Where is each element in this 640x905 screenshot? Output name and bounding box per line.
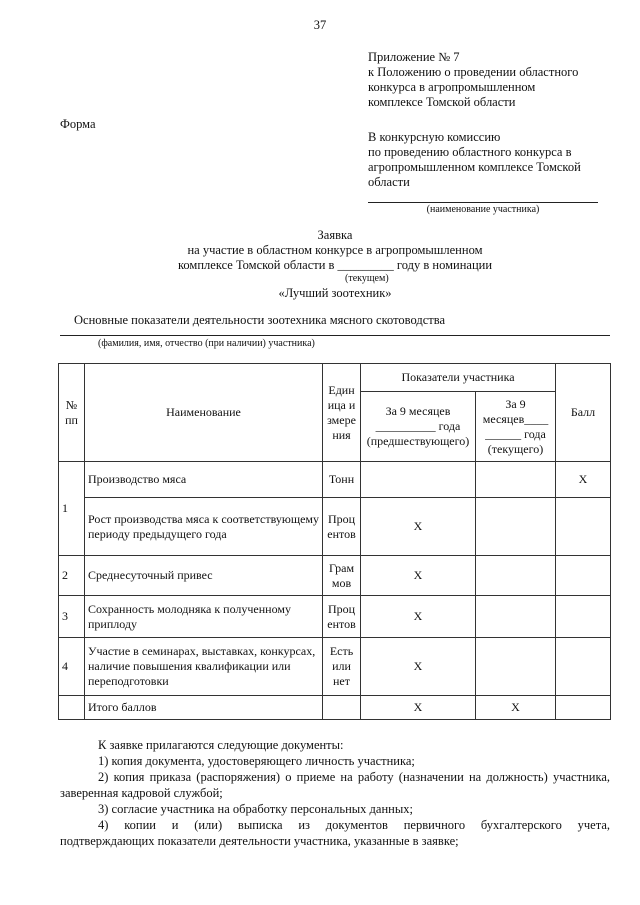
row-score xyxy=(556,696,611,720)
row-name: Производство мяса xyxy=(85,462,323,498)
row-name: Участие в семинарах, выставках, конкурсах, наличие повышения квалификации или переподготовки xyxy=(85,638,323,696)
table-row xyxy=(59,462,611,498)
document-item: 4) копии и (или) выписка из документов первичного бухгалтерского учета, xyxy=(98,818,610,832)
row-name: Сохранность молодняка к полученному приплоду xyxy=(85,596,323,638)
row-unit: Процентов xyxy=(323,596,361,638)
attached-documents xyxy=(60,737,610,849)
row-score xyxy=(556,638,611,696)
row-unit: Есть или нет xyxy=(323,638,361,696)
appendix-line: конкурса в агропромышленном xyxy=(368,80,536,94)
fullname-caption: (фамилия, имя, отчество (при наличии) участника) xyxy=(98,338,315,349)
addressee-line: по проведению областного конкурса в xyxy=(368,145,572,159)
row-prev: X xyxy=(361,638,476,696)
row-curr xyxy=(476,596,556,638)
row-curr xyxy=(476,498,556,556)
appendix-block xyxy=(368,50,628,110)
title-line: Заявка xyxy=(317,228,353,242)
table-row xyxy=(59,596,611,638)
addressee-line: агропромышленном комплексе Томской xyxy=(368,160,581,174)
document-item: 1) копия документа, удостоверяющего личность участника; xyxy=(98,754,415,768)
document-item: 3) согласие участника на обработку персональных данных; xyxy=(98,802,413,816)
subtitle: Основные показатели деятельности зоотехника мясного скотоводства xyxy=(74,313,446,327)
header-indicators: Показатели участника xyxy=(361,364,556,392)
header-unit: Единица измерения xyxy=(323,364,361,462)
table-row xyxy=(59,638,611,696)
row-num: 4 xyxy=(59,638,85,696)
table-row xyxy=(59,498,611,556)
table-row xyxy=(59,556,611,596)
row-prev: X xyxy=(361,498,476,556)
row-score: X xyxy=(556,462,611,498)
title-line: на участие в областном конкурсе в агропромышленном xyxy=(187,243,483,257)
header-score: Балл xyxy=(556,364,611,462)
addressee-block xyxy=(368,130,628,190)
appendix-line: к Положению о проведении областного xyxy=(368,65,579,79)
row-curr xyxy=(476,638,556,696)
indicators-table xyxy=(58,363,611,720)
row-num: 1 xyxy=(59,462,85,556)
header-num: № пп xyxy=(59,364,85,462)
document-item-continuation: заверенная кадровой службой; xyxy=(60,786,223,800)
nomination: «Лучший зоотехник» xyxy=(278,286,392,300)
table-header-row xyxy=(59,364,611,392)
document-item-continuation: подтверждающих показатели деятельности участника, указанные в заявке; xyxy=(60,834,459,848)
row-score xyxy=(556,556,611,596)
row-curr xyxy=(476,462,556,498)
title-line: комплексе Томской области в _________ году в номинации xyxy=(177,258,493,272)
row-prev: X xyxy=(361,556,476,596)
header-prev-period: За 9 месяцев __________ года (предшествующего) xyxy=(361,392,476,462)
table-total-row xyxy=(59,696,611,720)
row-prev: X xyxy=(361,596,476,638)
participant-caption: (наименование участника) xyxy=(426,204,540,215)
participant-name-line xyxy=(368,202,598,203)
appendix-line: Приложение № 7 xyxy=(368,50,460,64)
row-curr xyxy=(476,556,556,596)
current-year-caption: (текущем) xyxy=(345,273,389,284)
page-number: 37 xyxy=(313,18,327,32)
row-num: 2 xyxy=(59,556,85,596)
row-num: 3 xyxy=(59,596,85,638)
row-num xyxy=(59,696,85,720)
row-score xyxy=(556,596,611,638)
appendix-line: комплексе Томской области xyxy=(368,95,516,109)
header-name: Наименование xyxy=(85,364,323,462)
row-prev: X xyxy=(361,696,476,720)
fullname-line xyxy=(60,335,610,336)
row-unit: Граммов xyxy=(323,556,361,596)
row-name: Рост производства мяса к соответствующему периоду предыдущего года xyxy=(85,498,323,556)
addressee-line: В конкурсную комиссию xyxy=(368,130,501,144)
document-item: 2) копия приказа (распоряжения) о приеме на работу (назначении на должность) участника, xyxy=(98,770,610,784)
application-title xyxy=(60,228,610,273)
documents-intro: К заявке прилагаются следующие документы: xyxy=(98,738,344,752)
row-unit: Тонн xyxy=(323,462,361,498)
row-unit xyxy=(323,696,361,720)
row-curr: X xyxy=(476,696,556,720)
row-prev xyxy=(361,462,476,498)
row-name: Среднесуточный привес xyxy=(85,556,323,596)
row-score xyxy=(556,498,611,556)
row-name: Итого баллов xyxy=(85,696,323,720)
header-curr-period: За 9 месяцев____ ______ года (текущего) xyxy=(476,392,556,462)
row-unit: Процентов xyxy=(323,498,361,556)
addressee-line: области xyxy=(368,175,410,189)
form-label: Форма xyxy=(60,117,96,131)
